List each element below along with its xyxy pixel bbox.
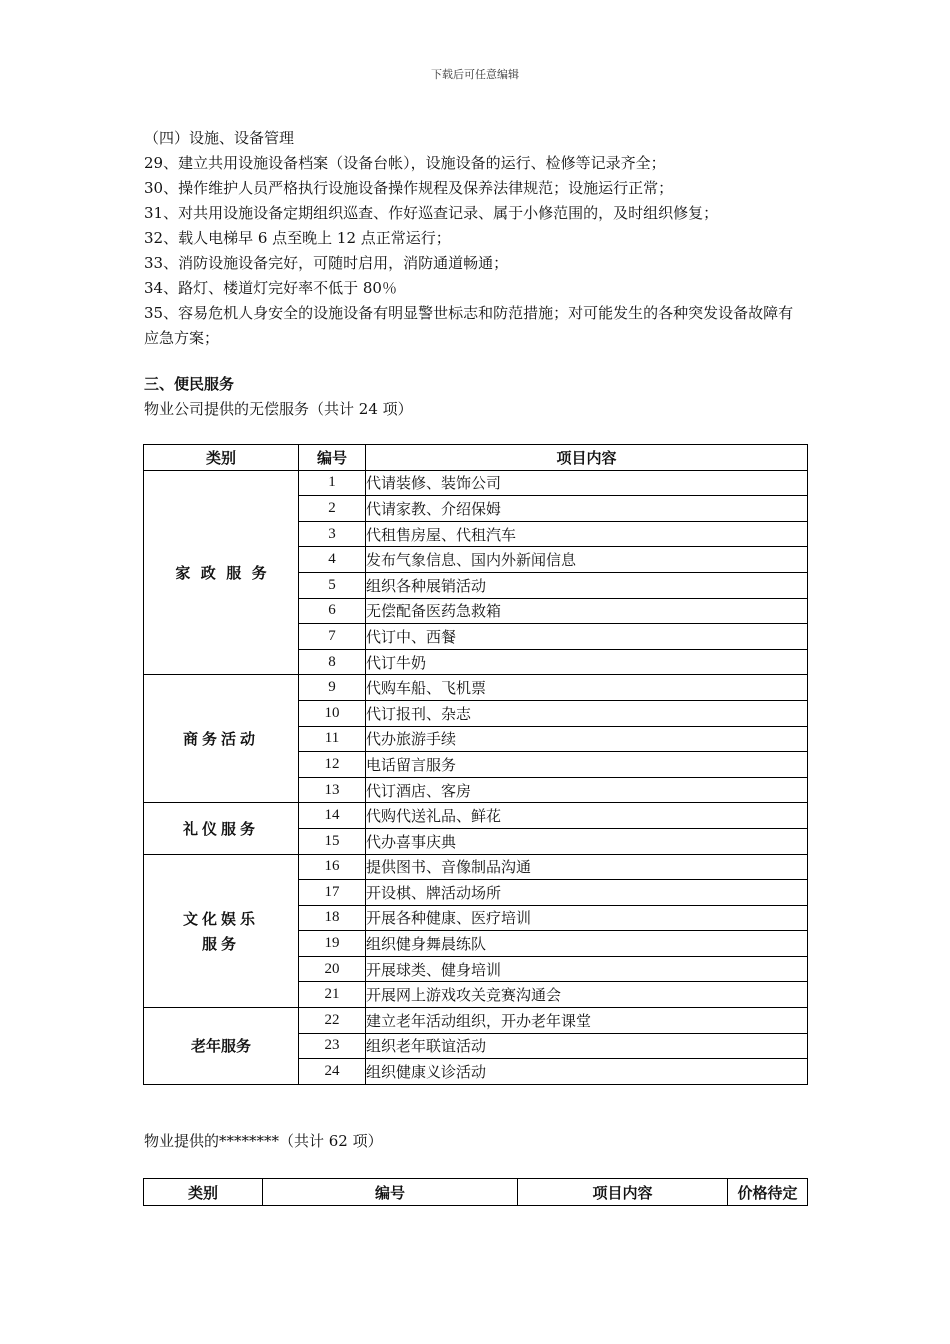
facility-item: 35、容易危机人身安全的设施设备有明显警世标志和防范措施；对可能发生的各种突发设备故障有应急方案；: [144, 304, 794, 347]
row-content: 开展网上游戏攻关竞赛沟通会: [366, 982, 808, 1008]
row-content: 开展球类、健身培训: [366, 956, 808, 982]
row-content: 组织健康义诊活动: [366, 1059, 808, 1085]
row-number: 12: [299, 752, 366, 778]
row-number: 16: [299, 854, 366, 880]
row-content: 代订报刊、杂志: [366, 700, 808, 726]
row-content: 组织各种展销活动: [366, 572, 808, 598]
paid-services-subtitle: 物业提供的********（共计 62 项）: [144, 1132, 383, 1150]
row-content: 代请家教、介绍保姆: [366, 496, 808, 522]
category-housekeeping: 家 政 服 务: [144, 470, 299, 675]
row-content: 代订牛奶: [366, 649, 808, 675]
table-row: [144, 675, 808, 701]
row-number: 15: [299, 828, 366, 854]
table-row: [144, 470, 808, 496]
row-content: 代租售房屋、代租汽车: [366, 521, 808, 547]
row-number: 9: [299, 675, 366, 701]
row-number: 11: [299, 726, 366, 752]
table-header-row: [144, 1179, 808, 1206]
section-subtitle: 物业公司提供的无偿服务（共计 24 项）: [144, 400, 413, 418]
row-content: 无偿配备医药急救箱: [366, 598, 808, 624]
facility-item: 34、路灯、楼道灯完好率不低于 80％: [144, 279, 397, 297]
header-category: 类别: [144, 1179, 263, 1206]
row-number: 10: [299, 700, 366, 726]
row-content: 建立老年活动组织，开办老年课堂: [366, 1008, 808, 1034]
row-content: 组织健身舞晨练队: [366, 931, 808, 957]
facilities-title: （四）设施、设备管理: [144, 129, 295, 147]
header-number: 编号: [263, 1179, 518, 1206]
row-number: 7: [299, 624, 366, 650]
table-row: [144, 854, 808, 880]
header-content: 项目内容: [518, 1179, 728, 1206]
facility-item: 31、对共用设施设备定期组织巡查、作好巡查记录、属于小修范围的，及时组织修复；: [144, 204, 719, 222]
row-number: 14: [299, 803, 366, 829]
facilities-section: [144, 126, 808, 351]
row-number: 5: [299, 572, 366, 598]
row-content: 代办旅游手续: [366, 726, 808, 752]
row-content: 代订酒店、客房: [366, 777, 808, 803]
facility-item: 32、载人电梯早 6 点至晚上 12 点正常运行；: [144, 229, 451, 247]
row-number: 3: [299, 521, 366, 547]
row-number: 22: [299, 1008, 366, 1034]
table-row: [144, 803, 808, 829]
page-header: 下载后可任意编辑: [431, 68, 519, 81]
section-title: 三、便民服务: [144, 375, 235, 393]
free-services-table: [143, 444, 808, 1085]
category-culture: [144, 854, 299, 1008]
row-number: 18: [299, 905, 366, 931]
row-number: 6: [299, 598, 366, 624]
row-content: 发布气象信息、国内外新闻信息: [366, 547, 808, 573]
row-content: 代办喜事庆典: [366, 828, 808, 854]
table-header-row: [144, 445, 808, 471]
facility-item: 29、建立共用设施设备档案（设备台帐），设施设备的运行、检修等记录齐全；: [144, 154, 666, 172]
table-row: [144, 1008, 808, 1034]
row-number: 4: [299, 547, 366, 573]
category-elderly: 老年服务: [144, 1008, 299, 1085]
row-number: 13: [299, 777, 366, 803]
row-content: 开展各种健康、医疗培训: [366, 905, 808, 931]
row-number: 1: [299, 470, 366, 496]
row-content: 电话留言服务: [366, 752, 808, 778]
category-culture-line2: 服务: [201, 934, 240, 953]
paid-services-table: [143, 1178, 808, 1206]
facility-item: 30、操作维护人员严格执行设施设备操作规程及保养法律规范；设施运行正常；: [144, 179, 674, 197]
row-content: 组织老年联谊活动: [366, 1033, 808, 1059]
category-etiquette: 礼仪服务: [144, 803, 299, 854]
row-number: 23: [299, 1033, 366, 1059]
row-content: 代订中、西餐: [366, 624, 808, 650]
row-number: 21: [299, 982, 366, 1008]
row-content: 开设棋、牌活动场所: [366, 880, 808, 906]
row-number: 19: [299, 931, 366, 957]
header-number: 编号: [299, 445, 366, 471]
row-content: 代购车船、飞机票: [366, 675, 808, 701]
header-category: 类别: [144, 445, 299, 471]
row-content: 代购代送礼品、鲜花: [366, 803, 808, 829]
row-content: 提供图书、音像制品沟通: [366, 854, 808, 880]
row-content: 代请装修、装饰公司: [366, 470, 808, 496]
row-number: 2: [299, 496, 366, 522]
header-content: 项目内容: [366, 445, 808, 471]
facility-item: 33、消防设施设备完好，可随时启用，消防通道畅通；: [144, 254, 509, 272]
category-culture-line1: 文化娱乐: [182, 909, 259, 928]
row-number: 20: [299, 956, 366, 982]
header-price: 价格待定: [728, 1179, 808, 1206]
row-number: 17: [299, 880, 366, 906]
row-number: 24: [299, 1059, 366, 1085]
category-business: 商务活动: [144, 675, 299, 803]
row-number: 8: [299, 649, 366, 675]
